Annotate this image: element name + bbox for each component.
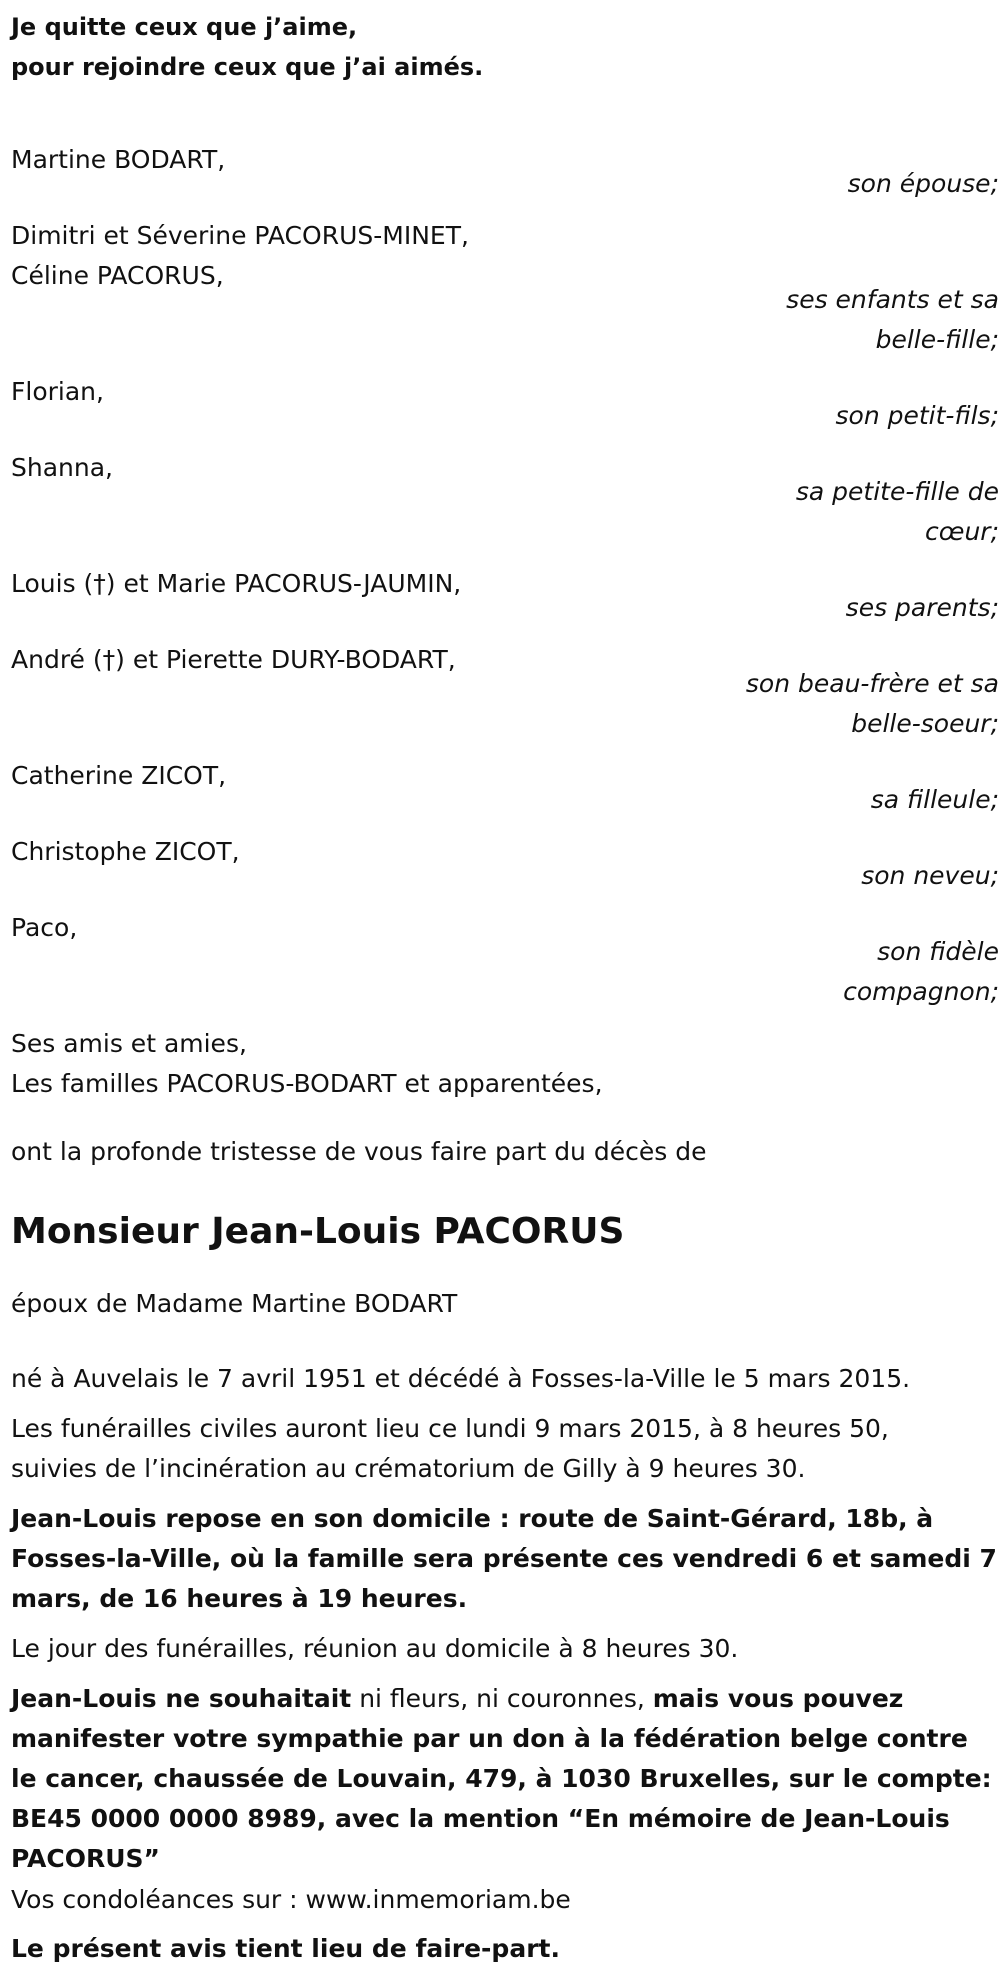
family-entry [11,564,997,628]
family-relation-line: son beau-frère et sa [745,669,999,698]
family-name-line: André (†) et Pierette DURY-BODART, [11,645,456,674]
family-relation-line: compagnon; [843,977,999,1006]
family-name-line: Louis (†) et Marie PACORUS-JAUMIN, [11,569,462,598]
others-line-2: Les familles PACORUS-BODART et apparentées, [11,1069,603,1098]
family-relation-line: son neveu; [861,861,999,890]
family-name-line: Florian, [11,377,104,406]
donation-line-2: manifester votre sympathie par un don à la fédération belge contre [11,1724,968,1753]
family-entry [11,372,997,436]
family-relation [11,280,999,360]
donation-block [11,1679,997,1879]
family-name-line: Dimitri et Séverine PACORUS-MINET, [11,221,469,250]
family-relation [11,588,999,628]
family-relation-line: son petit-fils; [835,401,999,430]
deceased-name: Monsieur Jean-Louis PACORUS [11,1211,625,1252]
family-name-line: Céline PACORUS, [11,261,224,290]
family-relation-line: sa petite-fille de [795,477,999,506]
family-entry [11,908,997,1012]
family-relation-line: ses enfants et sa [786,285,999,314]
donation-line-1 [11,1679,997,1719]
condolences-line: Vos condoléances sur : www.inmemoriam.be [11,1885,571,1914]
donation-line-3: le cancer, chaussée de Louvain, 479, à 1030 Bruxelles, sur le compte: [11,1764,992,1793]
family-relation-line: cœur; [925,517,999,546]
motto [11,0,997,105]
family-name-line: Martine BODART, [11,145,226,174]
others-line-1: Ses amis et amies, [11,1029,247,1058]
family-name-line: Shanna, [11,453,113,482]
family-relation-line: son fidèle [877,937,999,966]
spouse-line: époux de Madame Martine BODART [11,1289,458,1318]
donation-line-5: PACORUS” [11,1844,160,1873]
family-name-line: Catherine ZICOT, [11,761,227,790]
family-entry [11,216,997,360]
family-entry [11,756,997,820]
rest-line-1: Jean-Louis repose en son domicile : route de Saint-Gérard, 18b, à [11,1504,934,1533]
family-entry [11,640,997,744]
rest-block [11,1499,997,1619]
funeral-block [11,1409,997,1489]
family-relation-line: belle-soeur; [851,709,999,738]
meeting-line: Le jour des funérailles, réunion au domicile à 8 heures 30. [11,1634,739,1663]
family-name-line: Christophe ZICOT, [11,837,240,866]
funeral-line-1: Les funérailles civiles auront lieu ce lundi 9 mars 2015, à 8 heures 50, [11,1414,889,1443]
family-list [11,140,997,1012]
rest-line-3: mars, de 16 heures à 19 heures. [11,1584,468,1613]
donation-part-3: mais vous pouvez [652,1684,904,1713]
family-relation [11,856,999,896]
family-relation-line: ses parents; [845,593,999,622]
family-relation [11,932,999,1012]
family-relation [11,780,999,820]
funeral-line-2: suivies de l’incinération au crématorium de Gilly à 9 heures 30. [11,1454,806,1483]
family-relation [11,664,999,744]
donation-line-4: BE45 0000 0000 8989, avec la mention “En mémoire de Jean-Louis [11,1804,950,1833]
closing-line: Le présent avis tient lieu de faire-part. [11,1934,560,1963]
rest-line-2: Fosses-la-Ville, où la famille sera présente ces vendredi 6 et samedi 7 [11,1544,997,1573]
announcement: ont la profonde tristesse de vous faire part du décès de [11,1137,707,1166]
family-name-line: Paco, [11,913,78,942]
obituary-page [11,0,997,1969]
motto-line-1: Je quitte ceux que j’aime, [11,13,358,41]
family-relation-line: sa filleule; [870,785,999,814]
family-relation [11,164,999,204]
family-entry [11,832,997,896]
family-relation [11,472,999,552]
donation-part-2: ni fleurs, ni couronnes, [351,1684,653,1713]
motto-line-2: pour rejoindre ceux que j’ai aimés. [11,53,484,81]
donation-part-1: Jean-Louis ne souhaitait [11,1684,352,1713]
family-relation [11,396,999,436]
others-block [11,1024,997,1104]
family-entry [11,140,997,204]
family-relation-line: belle-fille; [875,325,999,354]
family-relation-line: son épouse; [847,169,999,198]
birth-death-line: né à Auvelais le 7 avril 1951 et décédé à Fosses-la-Ville le 5 mars 2015. [11,1364,911,1393]
family-entry [11,448,997,552]
